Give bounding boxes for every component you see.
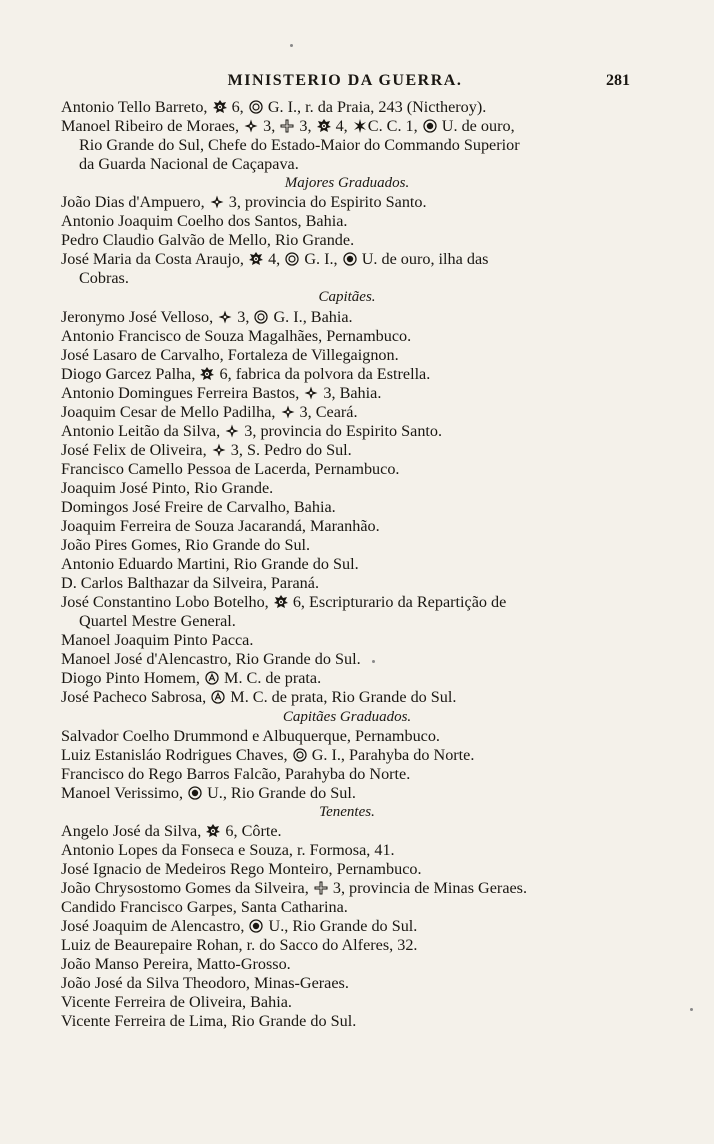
entry-text: Diogo Pinto Homem, [61, 669, 204, 688]
entry-text: Manoel Ribeiro de Moraes, [61, 117, 244, 136]
circled-g-icon [254, 310, 268, 324]
rose-order-icon [274, 595, 288, 609]
circled-u-icon [423, 119, 437, 133]
roster-entry-line [61, 841, 633, 860]
entry-text: José Maria da Costa Araujo, [61, 250, 249, 269]
aviz-cross-icon [218, 310, 232, 324]
roster-entry-line [61, 593, 633, 612]
entry-text: João Chrysostomo Gomes da Silveira, [61, 878, 313, 897]
entry-text: G. I., [300, 250, 342, 269]
entry-text: 4, [331, 117, 352, 136]
entry-text: M. C. de prata. [220, 669, 322, 688]
page-header [60, 72, 630, 94]
entry-text: Antonio Eduardo Martini, Rio Grande do Sul. [61, 555, 359, 574]
entry-text: 3, Ceará. [295, 402, 358, 421]
entry-text: José Joaquim de Alencastro, [61, 917, 249, 936]
roster-entry-line [61, 860, 633, 879]
entry-text: G. I., r. da Praia, 243 (Nictheroy). [263, 98, 487, 116]
roster-entry-line [61, 974, 633, 993]
roster-entry-line [61, 936, 633, 955]
entry-text: Salvador Coelho Drummond e Albuquerque, Pernambuco. [61, 726, 440, 745]
roster-entry-line [61, 574, 633, 593]
entry-text: Joaquim Cesar de Mello Padilha, [61, 402, 280, 421]
roster-entry-line [61, 650, 633, 669]
entry-text: Joaquim Ferreira de Souza Jacarandá, Maranhão. [61, 517, 380, 536]
roster-entry-line [61, 327, 633, 346]
entry-text: Antonio Lopes da Fonseca e Souza, r. Formosa, 41. [61, 840, 395, 859]
entry-text: Quartel Mestre General. [79, 612, 236, 631]
entry-text: Vicente Ferreira de Oliveira, Bahia. [61, 993, 292, 1012]
roster-entry-line [61, 688, 633, 707]
aviz-cross-icon [244, 119, 258, 133]
christ-cross-icon [314, 881, 328, 895]
entry-text: 3, provincia do Espirito Santo. [240, 421, 443, 440]
entry-continuation-line [61, 136, 633, 155]
roster-entry-line [61, 746, 633, 765]
roster-entry-line [61, 441, 633, 460]
entry-text: Pedro Claudio Galvão de Mello, Rio Grande. [61, 231, 355, 250]
roster-entry-line [61, 403, 633, 422]
roster-entry-line [61, 955, 633, 974]
entry-text: Antonio Joaquim Coelho dos Santos, Bahia. [61, 212, 348, 231]
entry-text: 6, fabrica da polvora da Estrella. [215, 364, 431, 383]
entry-text: Joaquim José Pinto, Rio Grande. [61, 478, 274, 497]
entry-text: Jeronymo José Velloso, [61, 307, 218, 326]
roster-entry-line [61, 346, 633, 365]
entry-text: U. de ouro, ilha das [357, 250, 489, 269]
christ-cross-icon [280, 119, 294, 133]
entry-text: João Pires Gomes, Rio Grande do Sul. [61, 536, 311, 555]
roster-entry-line [61, 669, 633, 688]
circled-g-icon [249, 100, 263, 114]
entry-text: 6, [227, 98, 248, 116]
entry-text: Antonio Domingues Ferreira Bastos, [61, 383, 304, 402]
roster-entry-line [61, 1012, 633, 1031]
entry-text: 3, [259, 117, 280, 136]
entry-text: Antonio Tello Barreto, [61, 98, 212, 116]
section-heading [61, 174, 633, 193]
roster-entry-line [61, 308, 633, 327]
circled-a-icon [211, 690, 225, 704]
running-title: MINISTERIO DA GUERRA. [227, 72, 463, 89]
rose-order-icon [200, 367, 214, 381]
entry-text: da Guarda Nacional de Caçapava. [79, 155, 299, 174]
roster-entry-line [61, 517, 633, 536]
roster-entry-line [61, 631, 633, 650]
entry-text: 3, [233, 307, 254, 326]
speck-dot [690, 1008, 693, 1011]
page-number: 281 [606, 72, 630, 89]
entry-text: Majores Graduados. [284, 175, 410, 192]
entry-text: José Constantino Lobo Botelho, [61, 593, 273, 612]
roster-entry-line [61, 365, 633, 384]
cruzeiro-star-icon [353, 119, 367, 133]
entry-text: 3, [295, 117, 316, 136]
circled-g-icon [285, 252, 299, 266]
entry-text: Manoel José d'Alencastro, Rio Grande do Sul. [61, 650, 361, 669]
entry-text: G. I., Parahyba do Norte. [307, 745, 475, 764]
section-heading [61, 803, 633, 822]
roster-entry-line [61, 479, 633, 498]
aviz-cross-icon [212, 443, 226, 457]
roster-entry-line [61, 384, 633, 403]
roster-entry-line [61, 917, 633, 936]
aviz-cross-icon [225, 424, 239, 438]
rose-order-icon [206, 824, 220, 838]
entry-text: João José da Silva Theodoro, Minas-Geraes. [61, 974, 349, 993]
entry-text: 3, provincia do Espirito Santo. [224, 193, 427, 212]
roster-entry-line [61, 250, 633, 269]
roster-entry-line [61, 784, 633, 803]
entry-text: D. Carlos Balthazar da Silveira, Paraná. [61, 574, 320, 593]
entry-continuation-line [61, 155, 633, 174]
roster-entry-line [61, 822, 633, 841]
roster-entry-line [61, 898, 633, 917]
speck-dot [372, 660, 375, 663]
entry-text: Manoel Joaquim Pinto Pacca. [61, 631, 254, 650]
roster-entry-line [61, 117, 633, 136]
entry-text: 4, [264, 250, 285, 269]
entry-text: Francisco Camello Pessoa de Lacerda, Pernambuco. [61, 459, 400, 478]
document-body [61, 98, 633, 1031]
circled-a-icon [205, 671, 219, 685]
entry-text: Francisco do Rego Barros Falcão, Parahyba do Norte. [61, 764, 411, 783]
entry-text: Capitães Graduados. [282, 708, 412, 725]
entry-text: 6, Escripturario da Repartição de [288, 593, 507, 612]
entry-text: João Manso Pereira, Matto-Grosso. [61, 955, 291, 974]
speck-dot [290, 44, 293, 47]
entry-text: 3, S. Pedro do Sul. [226, 440, 352, 459]
entry-text: Antonio Francisco de Souza Magalhães, Pernambuco. [61, 326, 412, 345]
roster-entry-line [61, 193, 633, 212]
entry-continuation-line [61, 612, 633, 631]
entry-text: U. de ouro, [437, 117, 515, 136]
roster-entry-line [61, 231, 633, 250]
entry-text: U., Rio Grande do Sul. [203, 783, 356, 802]
entry-text: Antonio Leitão da Silva, [61, 421, 225, 440]
roster-entry-line [61, 879, 633, 898]
entry-text: José Lasaro de Carvalho, Fortaleza de Villegaignon. [61, 345, 399, 364]
circled-u-icon [188, 786, 202, 800]
roster-entry-line [61, 460, 633, 479]
roster-entry-line [61, 536, 633, 555]
entry-text: 3, provincia de Minas Geraes. [328, 878, 528, 897]
roster-entry-line [61, 993, 633, 1012]
roster-entry-line [61, 212, 633, 231]
rose-order-icon [213, 100, 227, 114]
rose-order-icon [249, 252, 263, 266]
aviz-cross-icon [281, 405, 295, 419]
entry-text: Manoel Verissimo, [61, 783, 188, 802]
entry-text: 3, Bahia. [319, 383, 382, 402]
entry-text: Vicente Ferreira de Lima, Rio Grande do Sul. [61, 1012, 357, 1031]
circled-g-icon [293, 748, 307, 762]
circled-u-icon [249, 919, 263, 933]
entry-text: U., Rio Grande do Sul. [264, 917, 418, 936]
roster-entry-line [61, 498, 633, 517]
entry-text: José Ignacio de Medeiros Rego Monteiro, Pernambuco. [61, 859, 422, 878]
circled-u-icon [343, 252, 357, 266]
entry-text: João Dias d'Ampuero, [61, 193, 209, 212]
entry-text: Domingos José Freire de Carvalho, Bahia. [61, 497, 336, 516]
entry-text: Tenentes. [319, 803, 375, 820]
entry-text: José Pacheco Sabrosa, [61, 688, 211, 707]
entry-text: José Felix de Oliveira, [61, 440, 211, 459]
entry-text: Luiz de Beaurepaire Rohan, r. do Sacco do Alferes, 32. [61, 936, 418, 955]
aviz-cross-icon [210, 195, 224, 209]
entry-text: Cobras. [79, 269, 129, 288]
section-heading [61, 708, 633, 727]
aviz-cross-icon [304, 386, 318, 400]
roster-entry-line [61, 98, 633, 117]
roster-entry-line [61, 765, 633, 784]
entry-text: Rio Grande do Sul, Chefe do Estado-Maior do Commando Superior [79, 136, 520, 155]
section-heading [61, 288, 633, 307]
roster-entry-line [61, 727, 633, 746]
entry-text: Capitães. [318, 289, 376, 306]
roster-entry-line [61, 422, 633, 441]
entry-text: Candido Francisco Garpes, Santa Catharina. [61, 897, 348, 916]
entry-text: Luiz Estanisláo Rodrigues Chaves, [61, 745, 292, 764]
entry-text: Angelo José da Silva, [61, 821, 206, 840]
entry-text: G. I., Bahia. [269, 307, 353, 326]
entry-text: 6, Côrte. [221, 821, 282, 840]
entry-text: C. C. 1, [367, 117, 422, 136]
roster-entry-line [61, 555, 633, 574]
rose-order-icon [317, 119, 331, 133]
entry-text: Diogo Garcez Palha, [61, 364, 200, 383]
entry-continuation-line [61, 269, 633, 288]
entry-text: M. C. de prata, Rio Grande do Sul. [226, 688, 457, 707]
